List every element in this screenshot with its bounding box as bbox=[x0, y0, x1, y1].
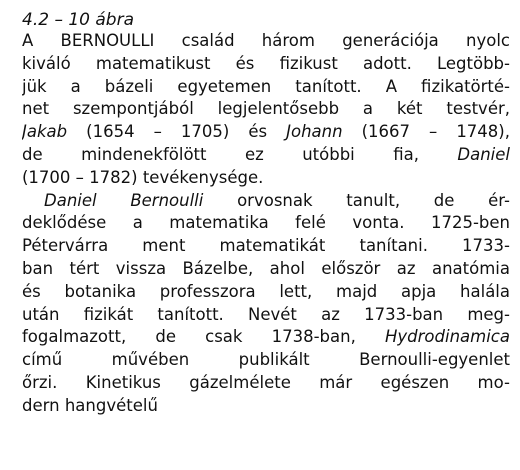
text-run: (1654 – 1705) és bbox=[67, 122, 287, 142]
text-run: A BERNOULLI család három generációja nyolc bbox=[22, 31, 510, 50]
italic-text: Hydrodinamica bbox=[385, 327, 510, 347]
document-page bbox=[22, 10, 510, 418]
text-line bbox=[22, 326, 510, 349]
text-run: de mindenekfölött ez utóbbi fia, bbox=[22, 144, 458, 164]
body-text bbox=[22, 30, 510, 418]
italic-text: Jakab bbox=[22, 122, 68, 142]
text-run: ban tért vissza Bázelbe, ahol először az anatómia bbox=[22, 258, 510, 278]
text-line bbox=[22, 30, 510, 53]
text-run: (1667 – 1748), bbox=[342, 122, 510, 142]
text-line bbox=[22, 76, 510, 99]
italic-text: Johann bbox=[286, 122, 343, 142]
text-run: és botanika professzora lett, majd apja halála bbox=[22, 281, 510, 301]
text-line bbox=[22, 190, 510, 213]
text-run: deklődése a matematika felé vonta. 1725-ben bbox=[22, 213, 510, 233]
text-line bbox=[22, 144, 510, 167]
text-run: net szempontjából legjelentősebb a két testvér, bbox=[22, 99, 510, 119]
text-run: Pétervárra ment matematikát tanítani. 1733- bbox=[22, 236, 510, 256]
text-line bbox=[22, 395, 510, 418]
text-run: című művében publikált Bernoulli-egyenlet bbox=[22, 350, 510, 370]
text-line bbox=[22, 372, 510, 395]
text-line bbox=[22, 212, 510, 235]
text-run: őrzi. Kinetikus gázelmélete már egészen mo- bbox=[22, 372, 510, 392]
text-line bbox=[22, 304, 510, 327]
text-run: orvosnak tanult, de ér- bbox=[203, 190, 510, 210]
text-line bbox=[22, 235, 510, 258]
text-line bbox=[22, 349, 510, 372]
italic-text: Daniel Bernoulli bbox=[44, 190, 204, 210]
text-run: jük a bázeli egyetemen tanított. A fizikatörté- bbox=[22, 76, 510, 96]
text-run: dern hangvételű bbox=[22, 395, 158, 415]
paragraph bbox=[22, 190, 510, 418]
italic-text: Daniel bbox=[457, 144, 510, 164]
paragraph bbox=[22, 30, 510, 190]
figure-caption: 4.2 – 10 ábra bbox=[22, 10, 134, 30]
text-run: kiváló matematikust és fizikust adott. Legtöbb- bbox=[22, 53, 510, 73]
text-run: (1700 – 1782) tevékenysége. bbox=[22, 167, 264, 187]
text-line bbox=[22, 121, 510, 144]
text-line bbox=[22, 281, 510, 304]
text-run: után fizikát tanított. Nevét az 1733-ban meg- bbox=[22, 304, 510, 324]
text-line bbox=[22, 258, 510, 281]
text-line bbox=[22, 167, 510, 190]
text-line bbox=[22, 98, 510, 121]
text-line bbox=[22, 53, 510, 76]
text-run: fogalmazott, de csak 1738-ban, bbox=[22, 327, 385, 347]
